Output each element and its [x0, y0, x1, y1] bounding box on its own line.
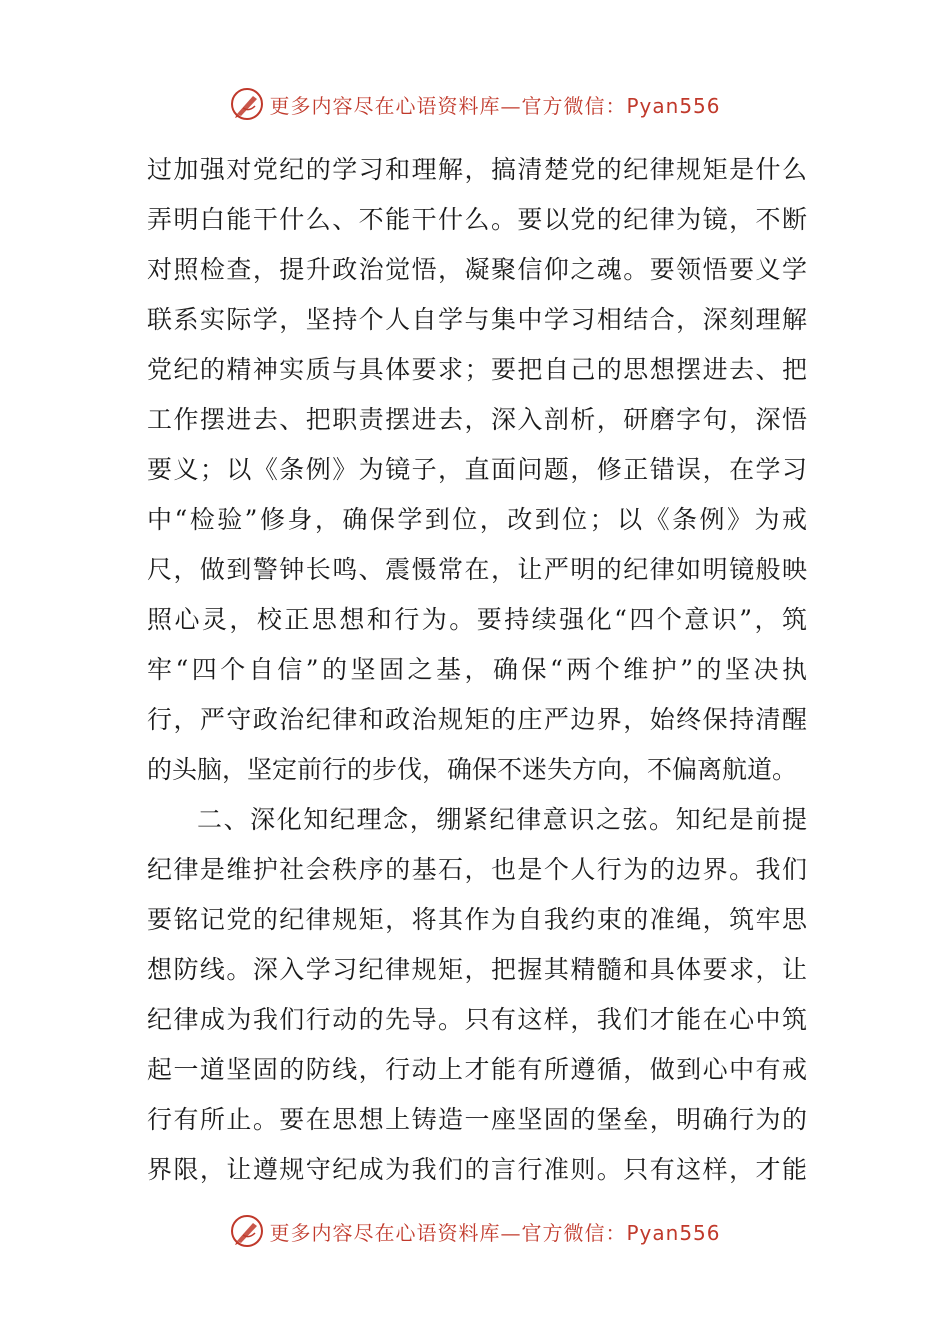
body-line: 行，严守政治纪律和政治规矩的庄严边界，始终保持清醒: [147, 705, 807, 734]
body-line: 联系实际学，坚持个人自学与集中学习相结合，深刻理解: [147, 305, 807, 334]
body-line: 党纪的精神实质与具体要求；要把自己的思想摆进去、把: [147, 355, 807, 384]
banner-text: [269, 90, 720, 119]
body-line: 过加强对党纪的学习和理解，搞清楚党的纪律规矩是什么: [147, 155, 807, 184]
body-line: 纪律成为我们行动的先导。只有这样，我们才能在心中筑: [147, 1005, 807, 1034]
body-line: 中“检验”修身，确保学到位，改到位；以《条例》为戒: [147, 505, 807, 534]
footer-banner: [0, 1209, 950, 1253]
body-line: 牢“四个自信”的坚固之基，确保“两个维护”的坚决执: [147, 655, 807, 684]
pen-logo-icon: [229, 1213, 265, 1249]
body-line: 弄明白能干什么、不能干什么。要以党的纪律为镜，不断: [147, 205, 807, 234]
body-line: 起一道坚固的防线，行动上才能有所遵循，做到心中有戒: [147, 1055, 807, 1084]
wechat-id: Pyan556: [626, 93, 721, 118]
banner-label: 更多内容尽在心语资料库—官方微信：: [269, 93, 627, 118]
pen-logo-icon: [229, 86, 265, 122]
banner-text: [269, 1217, 720, 1246]
section-heading-line: 二、深化知纪理念，绷紧纪律意识之弦。知纪是前提: [197, 805, 807, 834]
body-line: 的头脑，坚定前行的步伐，确保不迷失方向，不偏离航道。: [147, 755, 798, 784]
body-line: 要义；以《条例》为镜子，直面问题，修正错误，在学习: [147, 455, 807, 484]
body-line: 对照检查，提升政治觉悟，凝聚信仰之魂。要领悟要义学: [147, 255, 807, 284]
body-line: 想防线。深入学习纪律规矩，把握其精髓和具体要求，让: [147, 955, 807, 984]
body-line: 尺，做到警钟长鸣、震慑常在，让严明的纪律如明镜般映: [147, 555, 807, 584]
body-line: 行有所止。要在思想上铸造一座坚固的堡垒，明确行为的: [147, 1105, 807, 1134]
body-line: 纪律是维护社会秩序的基石，也是个人行为的边界。我们: [147, 855, 807, 884]
body-line: 照心灵，校正思想和行为。要持续强化“四个意识”，筑: [147, 605, 807, 634]
document-body: [147, 145, 807, 1195]
body-line: 工作摆进去、把职责摆进去，深入剖析，研磨字句，深悟: [147, 405, 807, 434]
body-line: 界限，让遵规守纪成为我们的言行准则。只有这样，才能: [147, 1155, 807, 1184]
body-line: 要铭记党的纪律规矩，将其作为自我约束的准绳，筑牢思: [147, 905, 807, 934]
wechat-id: Pyan556: [626, 1220, 721, 1245]
banner-label: 更多内容尽在心语资料库—官方微信：: [269, 1220, 627, 1245]
header-banner: [0, 82, 950, 126]
